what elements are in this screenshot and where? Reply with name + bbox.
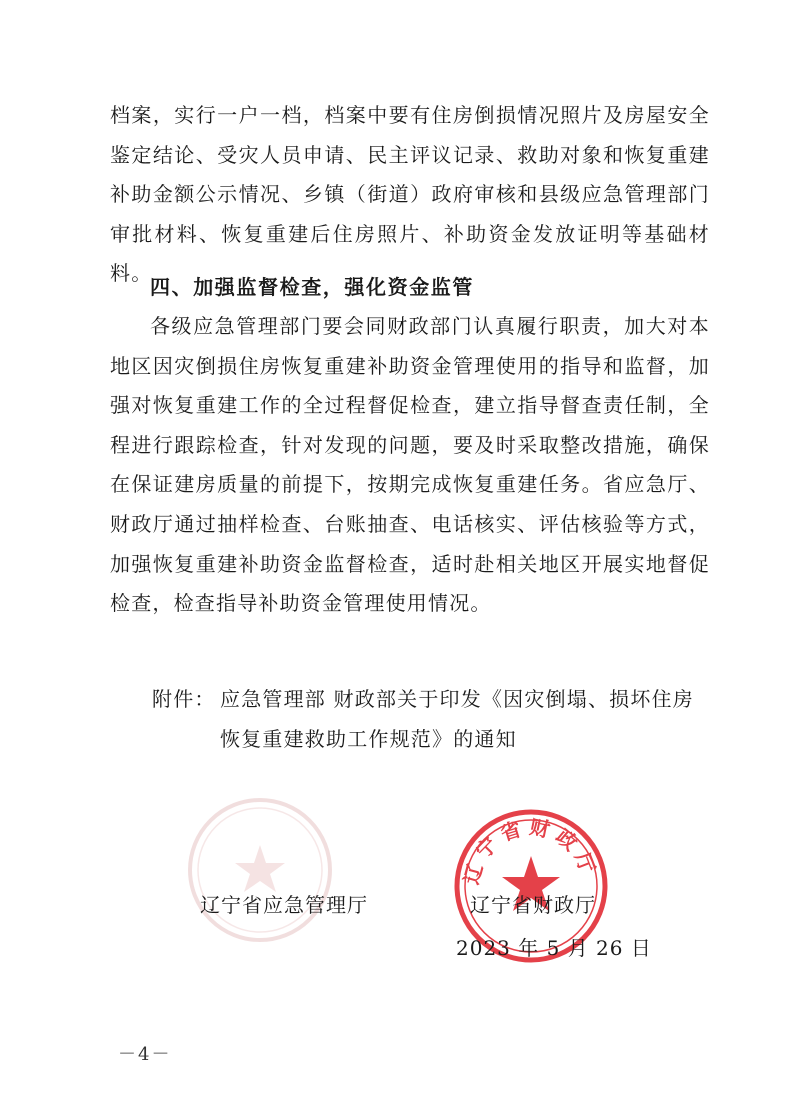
signatory-finance-department: 辽宁省财政厅 <box>470 893 596 917</box>
issue-date: 2023 年 5 月 26 日 <box>456 936 652 960</box>
signatory-emergency-department: 辽宁省应急管理厅 <box>200 893 368 917</box>
page-number: －4－ <box>118 1044 172 1065</box>
attachment-line-1 <box>152 680 712 720</box>
paragraph-supervision: 各级应急管理部门要会同财政部门认真履行职责，加大对本地区因灾倒损住房恢复重建补助资金管理使用的指导和监督，加强对恢复重建工作的全过程督促检查，建立指导督查责任制，全程进行跟踪检查，针对发现的问题，要及时采取整改措施，确保在保证建房质量的前提下，按期完成恢复重建任务。省应急厅、财政厅通过抽样检查、台账抽查、电话核实、评估核验等方式，加强恢复重建补助资金监督检查，适时赴相关地区开展实地督促检查，检查指导补助资金管理使用情况。 <box>110 314 710 616</box>
emergency-department-seal <box>185 795 335 945</box>
attachment-title-part2: 恢复重建救助工作规范》的通知 <box>220 726 517 751</box>
section-heading: 四、加强监督检查，强化资金监管 <box>150 275 474 299</box>
paragraph-archives: 档案，实行一户一档，档案中要有住房倒损情况照片及房屋安全鉴定结论、受灾人员申请、民主评议记录、救助对象和恢复重建补助金额公示情况、乡镇（街道）政府审核和县级应急管理部门审批材料、恢复重建后住房照片、补助资金发放证明等基础材料。 <box>110 103 710 286</box>
attachment-title-part1: 应急管理部 财政部关于印发《因灾倒塌、损坏住房 <box>220 687 694 711</box>
attachment-note <box>152 680 712 759</box>
svg-text:辽宁省财政厅: 辽宁省财政厅 <box>459 814 602 887</box>
attachment-label: 附件： <box>152 687 216 711</box>
